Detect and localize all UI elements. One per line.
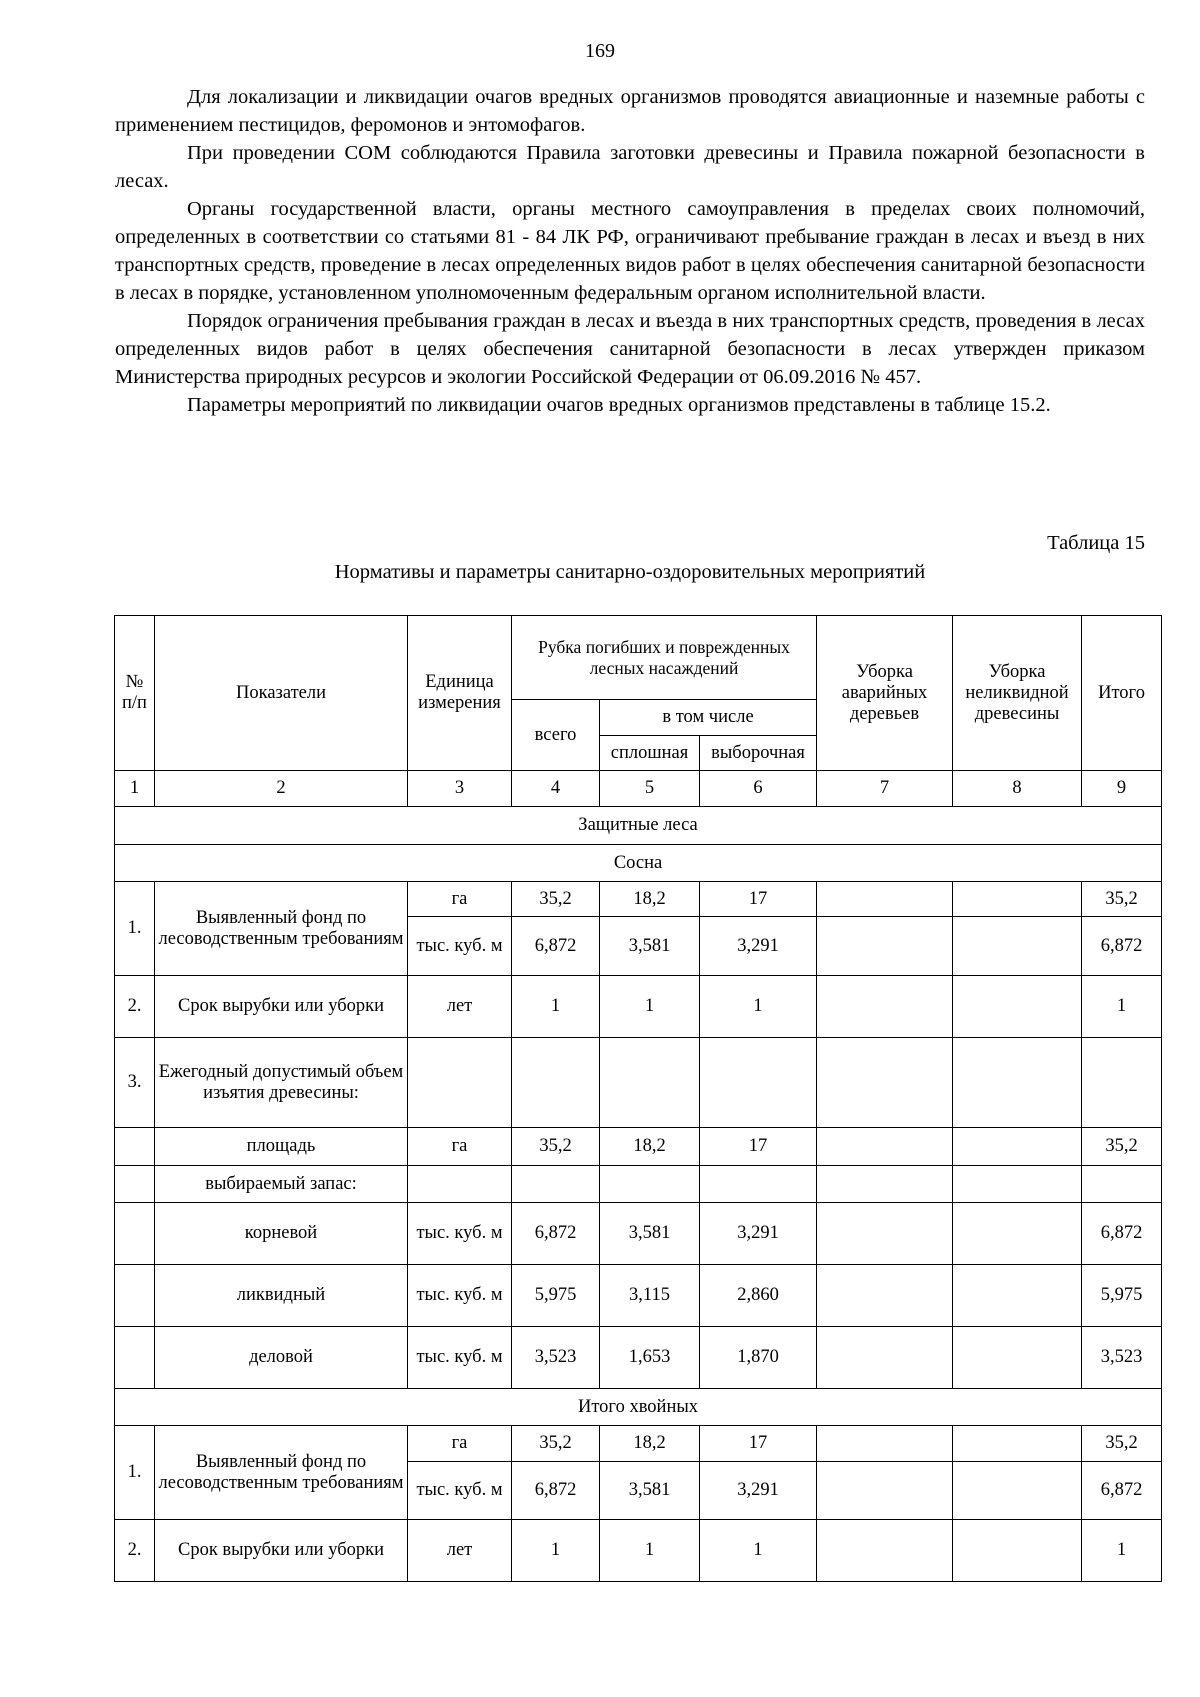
cell-value: 3,291 <box>700 1462 817 1520</box>
cell-value <box>953 1426 1082 1462</box>
cell-value: 6,872 <box>512 1203 600 1265</box>
section-title: Сосна <box>115 845 1162 882</box>
col-number: 6 <box>700 771 817 807</box>
section-row <box>115 807 1162 845</box>
cell-value <box>817 976 953 1038</box>
header-total: Итого <box>1082 616 1162 771</box>
cell-value <box>1082 1166 1162 1203</box>
cell-value <box>817 1327 953 1389</box>
cell-value <box>1082 1038 1162 1128</box>
table-row <box>115 1327 1162 1389</box>
cell-value <box>817 882 953 917</box>
cell-value <box>817 1265 953 1327</box>
cell-value: 6,872 <box>1082 917 1162 976</box>
cell-value: 1 <box>512 1520 600 1582</box>
row-unit <box>408 1166 512 1203</box>
norms-table <box>114 615 1162 1582</box>
cell-value <box>817 917 953 976</box>
column-numbers-row <box>115 771 1162 807</box>
section-row <box>115 845 1162 882</box>
row-unit: тыс. куб. м <box>408 917 512 976</box>
cell-value <box>953 1166 1082 1203</box>
row-label: Выявленный фонд по лесоводственным требованиям <box>155 1426 408 1520</box>
paragraph: Порядок ограничения пребывания граждан в лесах и въезда в них транспортных средств, проведения в лесах определенных видов работ в целях обеспечения санитарной безопасности в лесах утвержден приказом Министерства природных ресурсов и экологии Российской Федерации от 06.09.2016 № 457. <box>115 310 1145 388</box>
row-unit: тыс. куб. м <box>408 1203 512 1265</box>
cell-value: 2,860 <box>700 1265 817 1327</box>
cell-value <box>953 1038 1082 1128</box>
table-row <box>115 976 1162 1038</box>
header-selective: выборочная <box>700 736 817 771</box>
row-label: деловой <box>155 1327 408 1389</box>
cell-value <box>953 1128 1082 1166</box>
cell-value: 35,2 <box>1082 1128 1162 1166</box>
row-unit <box>408 1038 512 1128</box>
cell-value <box>600 1038 700 1128</box>
table-row <box>115 1520 1162 1582</box>
row-unit: га <box>408 882 512 917</box>
col-number: 4 <box>512 771 600 807</box>
row-number: 2. <box>115 1520 155 1582</box>
cell-value: 3,291 <box>700 1203 817 1265</box>
cell-value <box>953 1203 1082 1265</box>
row-number <box>115 1327 155 1389</box>
cell-value <box>700 1166 817 1203</box>
row-number: 2. <box>115 976 155 1038</box>
cell-value: 35,2 <box>512 1128 600 1166</box>
row-label: площадь <box>155 1128 408 1166</box>
header-illiquid: Уборка неликвидной древесины <box>953 616 1082 771</box>
page-number: 169 <box>585 40 615 62</box>
table-row <box>115 1038 1162 1128</box>
cell-value <box>953 1462 1082 1520</box>
col-number: 5 <box>600 771 700 807</box>
row-label: Выявленный фонд по лесоводственным требованиям <box>155 882 408 976</box>
cell-value: 1 <box>700 1520 817 1582</box>
row-number: 1. <box>115 1426 155 1520</box>
cell-value <box>817 1462 953 1520</box>
header-num: № п/п <box>115 616 155 771</box>
col-number: 1 <box>115 771 155 807</box>
row-label: Срок вырубки или уборки <box>155 976 408 1038</box>
row-unit: га <box>408 1128 512 1166</box>
cell-value <box>953 1327 1082 1389</box>
header-including: в том числе <box>600 700 817 736</box>
cell-value: 35,2 <box>512 882 600 917</box>
row-number: 1. <box>115 882 155 976</box>
cell-value <box>953 917 1082 976</box>
section-title: Итого хвойных <box>115 1389 1162 1426</box>
cell-value: 1 <box>512 976 600 1038</box>
table-row <box>115 1166 1162 1203</box>
cell-value: 17 <box>700 1426 817 1462</box>
header-emergency: Уборка аварийных деревьев <box>817 616 953 771</box>
row-label: корневой <box>155 1203 408 1265</box>
table-title: Нормативы и параметры санитарно-оздоровительных мероприятий <box>334 561 926 583</box>
table-row <box>115 1128 1162 1166</box>
cell-value: 5,975 <box>1082 1265 1162 1327</box>
cell-value: 5,975 <box>512 1265 600 1327</box>
row-unit: га <box>408 1426 512 1462</box>
cell-value: 3,115 <box>600 1265 700 1327</box>
cell-value <box>817 1520 953 1582</box>
cell-value: 35,2 <box>512 1426 600 1462</box>
row-unit: лет <box>408 976 512 1038</box>
col-number: 3 <box>408 771 512 807</box>
cell-value: 35,2 <box>1082 1426 1162 1462</box>
cell-value: 3,581 <box>600 1462 700 1520</box>
cell-value <box>512 1038 600 1128</box>
cell-value <box>817 1038 953 1128</box>
cell-value: 6,872 <box>512 1462 600 1520</box>
cell-value: 3,523 <box>1082 1327 1162 1389</box>
cell-value: 17 <box>700 882 817 917</box>
table-row <box>115 882 1162 917</box>
col-number: 8 <box>953 771 1082 807</box>
body-text <box>115 83 1145 419</box>
col-number: 9 <box>1082 771 1162 807</box>
header-unit: Единица измерения <box>408 616 512 771</box>
table-row <box>115 1203 1162 1265</box>
row-label: ликвидный <box>155 1265 408 1327</box>
cell-value <box>953 976 1082 1038</box>
row-number: 3. <box>115 1038 155 1128</box>
cell-value: 18,2 <box>600 1128 700 1166</box>
cell-value: 3,291 <box>700 917 817 976</box>
cell-value: 6,872 <box>1082 1203 1162 1265</box>
col-number: 7 <box>817 771 953 807</box>
paragraph: Для локализации и ликвидации очагов вредных организмов проводятся авиационные и наземные работы с применением пестицидов, феромонов и энтомофагов. <box>115 86 1145 136</box>
cell-value: 1,870 <box>700 1327 817 1389</box>
row-number <box>115 1265 155 1327</box>
cell-value <box>817 1166 953 1203</box>
row-unit: тыс. куб. м <box>408 1327 512 1389</box>
cell-value: 18,2 <box>600 882 700 917</box>
table-row <box>115 1426 1162 1462</box>
row-number <box>115 1203 155 1265</box>
section-title: Защитные леса <box>115 807 1162 845</box>
paragraph: Параметры мероприятий по ликвидации очагов вредных организмов представлены в таблице 15.2. <box>187 394 1051 416</box>
cell-value <box>700 1038 817 1128</box>
paragraph: При проведении СОМ соблюдаются Правила заготовки древесины и Правила пожарной безопасности в лесах. <box>115 142 1145 192</box>
cell-value <box>953 1265 1082 1327</box>
header-clear: сплошная <box>600 736 700 771</box>
cell-value <box>600 1166 700 1203</box>
cell-value: 17 <box>700 1128 817 1166</box>
cell-value: 3,581 <box>600 917 700 976</box>
cell-value: 1 <box>600 1520 700 1582</box>
paragraph: Органы государственной власти, органы местного самоуправления в пределах своих полномочий, определенных в соответствии со статьями 81 - 84 ЛК РФ, ограничивают пребывание граждан в лесах и въезд в них транспортных средств, проведение в лесах определенных видов работ в целях обеспечения санитарной безопасности в лесах в порядке, установленном уполномоченным федеральным органом исполнительной власти. <box>115 198 1145 304</box>
cell-value: 3,581 <box>600 1203 700 1265</box>
cell-value: 18,2 <box>600 1426 700 1462</box>
cell-value <box>817 1128 953 1166</box>
cell-value <box>953 1520 1082 1582</box>
cell-value: 1 <box>700 976 817 1038</box>
row-unit: тыс. куб. м <box>408 1462 512 1520</box>
cell-value: 1 <box>600 976 700 1038</box>
row-number <box>115 1128 155 1166</box>
cell-value: 1,653 <box>600 1327 700 1389</box>
cell-value <box>512 1166 600 1203</box>
row-unit: тыс. куб. м <box>408 1265 512 1327</box>
cell-value: 6,872 <box>512 917 600 976</box>
row-label: Срок вырубки или уборки <box>155 1520 408 1582</box>
cell-value: 6,872 <box>1082 1462 1162 1520</box>
section-row <box>115 1389 1162 1426</box>
row-label: Ежегодный допустимый объем изъятия древесины: <box>155 1038 408 1128</box>
header-felling: Рубка погибших и поврежденных лесных насаждений <box>512 616 817 700</box>
row-unit: лет <box>408 1520 512 1582</box>
cell-value: 3,523 <box>512 1327 600 1389</box>
cell-value <box>817 1426 953 1462</box>
table-row <box>115 1265 1162 1327</box>
table-label: Таблица 15 <box>1047 532 1145 554</box>
table-header-row <box>115 616 1162 700</box>
header-total-felling: всего <box>512 700 600 771</box>
row-number <box>115 1166 155 1203</box>
cell-value <box>817 1203 953 1265</box>
cell-value: 1 <box>1082 1520 1162 1582</box>
cell-value <box>953 882 1082 917</box>
cell-value: 1 <box>1082 976 1162 1038</box>
col-number: 2 <box>155 771 408 807</box>
row-label: выбираемый запас: <box>155 1166 408 1203</box>
header-indicators: Показатели <box>155 616 408 771</box>
cell-value: 35,2 <box>1082 882 1162 917</box>
